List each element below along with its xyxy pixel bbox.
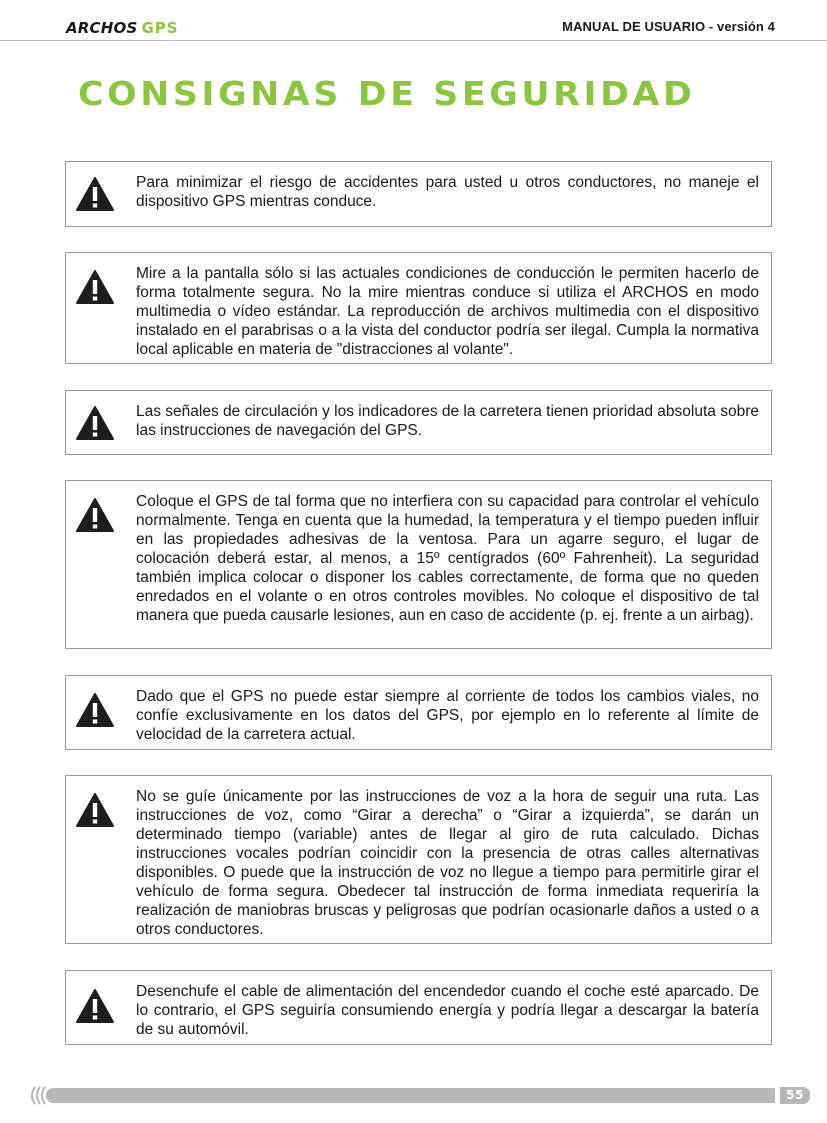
warning-box <box>65 161 772 227</box>
footer-bar <box>46 1088 775 1103</box>
brand-logo <box>66 19 179 37</box>
warning-triangle-icon <box>75 176 115 212</box>
warning-box <box>65 480 772 649</box>
warning-triangle-icon <box>75 792 115 828</box>
warning-text: Las señales de circulación y los indicadores de la carretera tienen prioridad absoluta sobre las instrucciones de navegación del GPS. <box>136 403 759 439</box>
header-divider <box>0 40 827 41</box>
warning-box <box>65 390 772 455</box>
page-header <box>0 0 827 42</box>
manual-version-label: MANUAL DE USUARIO - versión 4 <box>562 19 775 34</box>
warning-triangle-icon <box>75 405 115 441</box>
brand-product: GPS <box>141 19 179 37</box>
page-number: 55 <box>780 1087 810 1104</box>
page-title: CONSIGNAS DE SEGURIDAD <box>78 74 696 113</box>
warning-text: Mire a la pantalla sólo si las actuales condiciones de conducción le permiten hacerlo de forma totalmente segura. No la mire mientras conduce si utiliza el ARCHOS en modo multimedia o vídeo estándar. La reproducción de archivos multimedia con el dispositivo instalado en el parabrisas o a la vista del conductor podría ser ilegal. Cumpla la normativa local aplicable en materia de "distracciones al volante". <box>136 265 759 358</box>
warning-text: Dado que el GPS no puede estar siempre al corriente de todos los cambios viales, no confíe exclusivamente en los datos del GPS, por ejemplo en lo referente al límite de velocidad de la carretera actual. <box>136 688 759 743</box>
warning-text: No se guíe únicamente por las instrucciones de voz a la hora de seguir una ruta. Las instrucciones de voz, como “Girar a derecha” o “Girar a izquierda”, se darán un determinado tiempo (variable) antes de llegar al giro de ruta calculado. Dichas instrucciones vocales podrían coincidir con la presencia de otras calles alternativas disponibles. O puede que la instrucción de voz no llegue a tiempo para permitirle girar el vehículo de forma segura. Obedecer tal instrucción de forma inmediata requeriría la realización de maniobras bruscas y peligrosas que podrían ocasionarle daños a usted o a otros conductores. <box>136 788 759 938</box>
warning-triangle-icon <box>75 988 115 1024</box>
warning-box <box>65 252 772 364</box>
warning-triangle-icon <box>75 269 115 305</box>
warning-box <box>65 675 772 750</box>
warning-text: Para minimizar el riesgo de accidentes para usted u otros conductores, no maneje el dispositivo GPS mientras conduce. <box>136 174 759 210</box>
warning-text: Desenchufe el cable de alimentación del encendedor cuando el coche esté aparcado. De lo contrario, el GPS seguiría consumiendo energía y podría llegar a descargar la batería de su automóvil. <box>136 983 759 1038</box>
warning-text: Coloque el GPS de tal forma que no interfiera con su capacidad para controlar el vehículo normalmente. Tenga en cuenta que la humedad, la temperatura y el tiempo pueden influir en las propiedades adhesivas de la ventosa. Para un agarre seguro, el lugar de colocación deberá estar, al menos, a 15º centígrados (60º Fahrenheit). La seguridad también implica colocar o disponer los cables correctamente, de forma que no queden enredados en el volante o en otros controles movibles. No coloque el dispositivo de tal manera que pueda causarle lesiones, aun en caso de accidente (p. ej. frente a un airbag). <box>136 493 759 624</box>
brand-name: ARCHOS <box>66 19 138 37</box>
warning-triangle-icon <box>75 692 115 728</box>
warning-box <box>65 970 772 1045</box>
warning-box <box>65 775 772 944</box>
warning-triangle-icon <box>75 497 115 533</box>
